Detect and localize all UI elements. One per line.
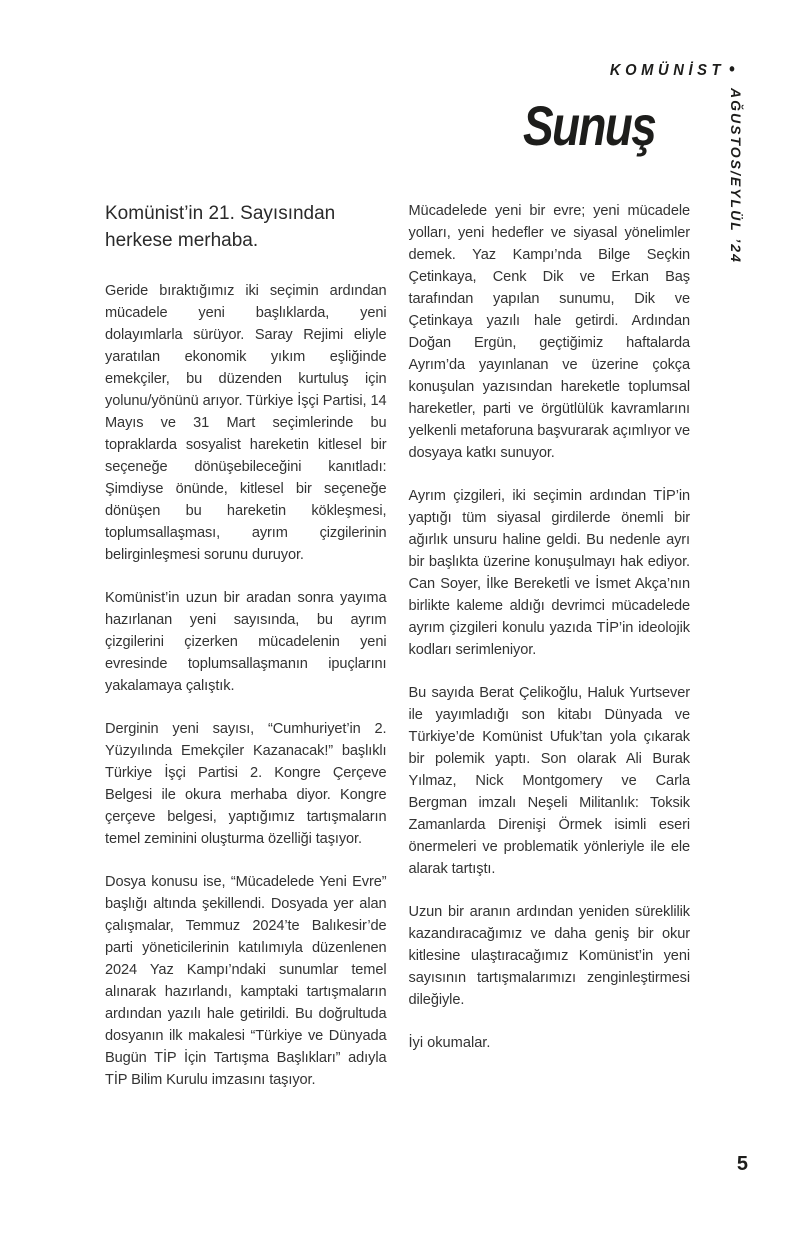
- page-number: 5: [736, 1153, 748, 1175]
- body-paragraph: Dosya konusu ise, “Mücadelede Yeni Evre” başlığı altında şekillendi. Dosyada yer alan çalışmalar, Temmuz 2024’te Balıkesir’de parti yöneticilerinin katılımıyla düzenlenen 2024 Yaz Kampı’ndaki sunumlar temel alınarak hazırlandı, kamptaki tartışmaların ardından yazılı hale getirildi. Bu doğrultuda dosyanın ilk makalesi “Türkiye ve Dünyada Bugün TİP İçin Tartışma Başlıkları” adıyla TİP Bilim Kurulu imzasını taşıyor.: [105, 874, 387, 1088]
- article-body: [105, 200, 690, 1112]
- page-title: Sunuş: [522, 94, 655, 157]
- signoff-paragraph: İyi okumalar.: [408, 1035, 491, 1051]
- body-paragraph: Geride bıraktığımız iki seçimin ardından mücadele yeni başlıklarda, yeni dolayımlarla sürüyor. Saray Rejimi eliyle yaratılan ekonomik yıkım eşliğinde emekçiler, bu düzenden kurtuluş için yolunu/yönünü arıyor. Türkiye İşçi Partisi, 14 Mayıs ve 31 Mart seçimlerinde bu topraklarda sosyalist hareketin kitlesel bir seçeneğe dönüşebileceğini kanıtladı: Şimdiyse önünde, kitlesel bir seçeneğe dönüşen bu hareketin kökleşmesi, toplumsallaşması, ayrım çizgilerinin belirginleşmesi sorunu duruyor.: [105, 283, 387, 563]
- lead-paragraph: Komünist’in 21. Sayısından herkese merhaba.: [105, 203, 336, 251]
- body-paragraph: Derginin yeni sayısı, “Cumhuriyet’in 2. Yüzyılında Emekçiler Kazanacak!” başlıklı Türkiye İşçi Partisi 2. Kongre Çerçeve Belgesi ile okura merhaba diyor. Kongre çerçeve belgesi, yaptığımız tartışmaların temel zeminini oluşturma özelliği taşıyor.: [105, 721, 387, 847]
- body-paragraph: Uzun bir aranın ardından yeniden süreklilik kazandıracağımız ve daha geniş bir okur kitlesine ulaştıracağımız Komünist’in yeni sayısının tartışmalarımızı zenginleştirmesi dileğiyle.: [408, 904, 690, 1008]
- left-column: [105, 200, 387, 1112]
- body-paragraph: Komünist’in uzun bir aradan sonra yayıma hazırlanan yeni sayısında, bu ayrım çizgilerini çizerken mücadelenin yeni evresinde toplumsallaşmanın ipuçlarını yakalamaya çalıştık.: [105, 590, 387, 694]
- issue-date-vertical: AĞUSTOS/EYLÜL ’24: [728, 88, 744, 264]
- masthead-bullet-icon: •: [729, 59, 735, 79]
- body-paragraph: Ayrım çizgileri, iki seçimin ardından TİP’in yaptığı tüm siyasal girdilerde önemli bir ağırlık unsuru haline geldi. Bu nedenle ayrı bir başlıkta üzerine konuşulmayı hak ediyor. Can Soyer, İlke Bereketli ve İsmet Akça’nın birlikte kaleme aldığı devrimci mücadelede ayrım çizgileri konulu yazıda TİP’in ideolojik kodları serimleniyor.: [408, 488, 690, 658]
- body-paragraph: Bu sayıda Berat Çelikoğlu, Haluk Yurtsever ile yayımladığı son kitabı Dünyada ve Türkiye’de Komünist Ufuk’tan yola çıkarak bir polemik yaptı. Son olarak Ali Burak Yılmaz, Nick Montgomery ve Carla Bergman imzalı Neşeli Militanlık: Toksik Zamanlarda Direnişi Örmek isimli eseri önermeleri ve problematik yönleriyle ile ele alarak tartıştı.: [408, 685, 690, 877]
- right-column: [409, 200, 691, 1112]
- body-paragraph: Mücadelede yeni bir evre; yeni mücadele yolları, yeni hedefler ve siyasal yönelimler demek. Yaz Kampı’nda Bilge Seçkin Çetinkaya, Cenk Dik ve Erkan Baş tarafından yapılan sunumu, Dik ve Çetinkaya yazılı hale getirdi. Ardından Doğan Ergün, geçtiğimiz haftalarda Ayrım’da yayınlanan ve üzerine çokça konuşulan yazısından hareketle toplumsal hareketler, parti ve örgütlülük kavramlarını yelkenli metaforuna başvurarak açımlıyor ve dosyaya katkı sunuyor.: [408, 203, 690, 461]
- masthead-text: KOMÜNİST: [610, 62, 726, 79]
- magazine-masthead: [610, 59, 735, 80]
